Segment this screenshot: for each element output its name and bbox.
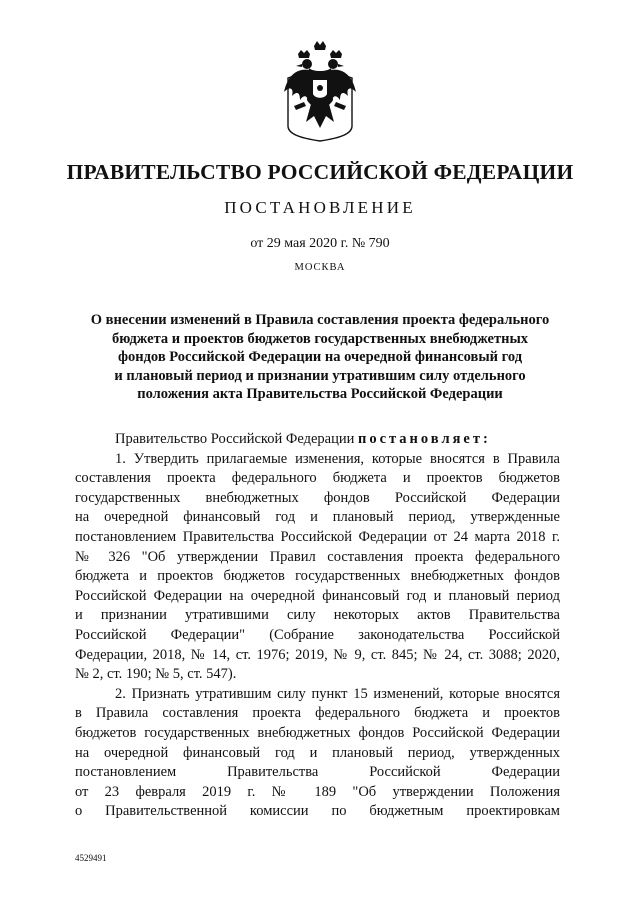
body-line: № 326 "Об утверждении Правил составления проекта федерального bbox=[75, 548, 560, 565]
body-line: бюджетов государственных внебюджетных фондов Российской Федерации bbox=[75, 724, 560, 741]
organization-heading: ПРАВИТЕЛЬСТВО РОССИЙСКОЙ ФЕДЕРАЦИИ bbox=[66, 160, 574, 184]
russian-coat-of-arms-icon bbox=[280, 40, 360, 142]
document-code: 4529491 bbox=[75, 853, 107, 863]
body-line: на очередной финансовый год и плановый период, утвержденных bbox=[75, 744, 560, 761]
body-line: от 23 февраля 2019 г. № 189 "Об утверждении Положения bbox=[75, 783, 560, 800]
document-city: МОСКВА bbox=[294, 262, 346, 273]
body-line: Российской Федерации на очередной финансовый год и плановый период bbox=[75, 587, 560, 604]
title-line: положения акта Правительства Российской Федерации bbox=[137, 386, 503, 402]
body-line: постановлением Правительства Российской Федерации bbox=[75, 764, 560, 781]
body-line: Российской Федерации" (Собрание законодательства Российской bbox=[75, 626, 560, 643]
body-line: 1. Утвердить прилагаемые изменения, которые вносятся в Правила bbox=[115, 450, 560, 467]
body-line: составления проекта федерального бюджета и проектов бюджетов bbox=[75, 470, 560, 487]
title-line: и плановый период и признании утратившим силу отдельного bbox=[114, 367, 526, 384]
intro-text: Правительство Российской Федерации bbox=[115, 431, 355, 447]
body-line: и признании утратившими силу некоторых актов Правительства bbox=[75, 607, 560, 624]
document-body bbox=[75, 430, 560, 822]
body-line: государственных внебюджетных фондов Российской Федерации bbox=[75, 489, 560, 506]
title-line: фондов Российской Федерации на очередной финансовый год bbox=[117, 349, 523, 365]
body-line: на очередной финансовый год и плановый период, утвержденные bbox=[75, 509, 560, 526]
body-line: о Правительственной комиссии по бюджетным проектировкам bbox=[75, 803, 560, 820]
title-line: бюджета и проектов бюджетов государственных внебюджетных bbox=[111, 330, 529, 347]
document-dateline: от 29 мая 2020 г. № 790 bbox=[250, 236, 390, 251]
body-line: 2. Признать утратившим силу пункт 15 изменений, которые вносятся bbox=[115, 685, 560, 702]
intro-line bbox=[75, 430, 560, 450]
body-line: бюджета и проектов бюджетов государственных внебюджетных фондов bbox=[75, 568, 560, 585]
document-title bbox=[70, 311, 570, 404]
intro-verb: постановляет: bbox=[357, 431, 491, 447]
title-line: О внесении изменений в Правила составления проекта федерального bbox=[90, 312, 550, 328]
body-line: в Правила составления проекта федерального бюджета и проектов bbox=[75, 705, 560, 722]
body-line: № 2, ст. 190; № 5, ст. 547). bbox=[75, 666, 237, 683]
body-line: постановлением Правительства Российской Федерации от 24 марта 2018 г. bbox=[75, 528, 560, 545]
body-line: Федерации, 2018, № 14, ст. 1976; 2019, № 9, ст. 845; № 24, ст. 3088; 2020, bbox=[75, 646, 560, 663]
document-type-heading: ПОСТАНОВЛЕНИЕ bbox=[224, 198, 416, 217]
